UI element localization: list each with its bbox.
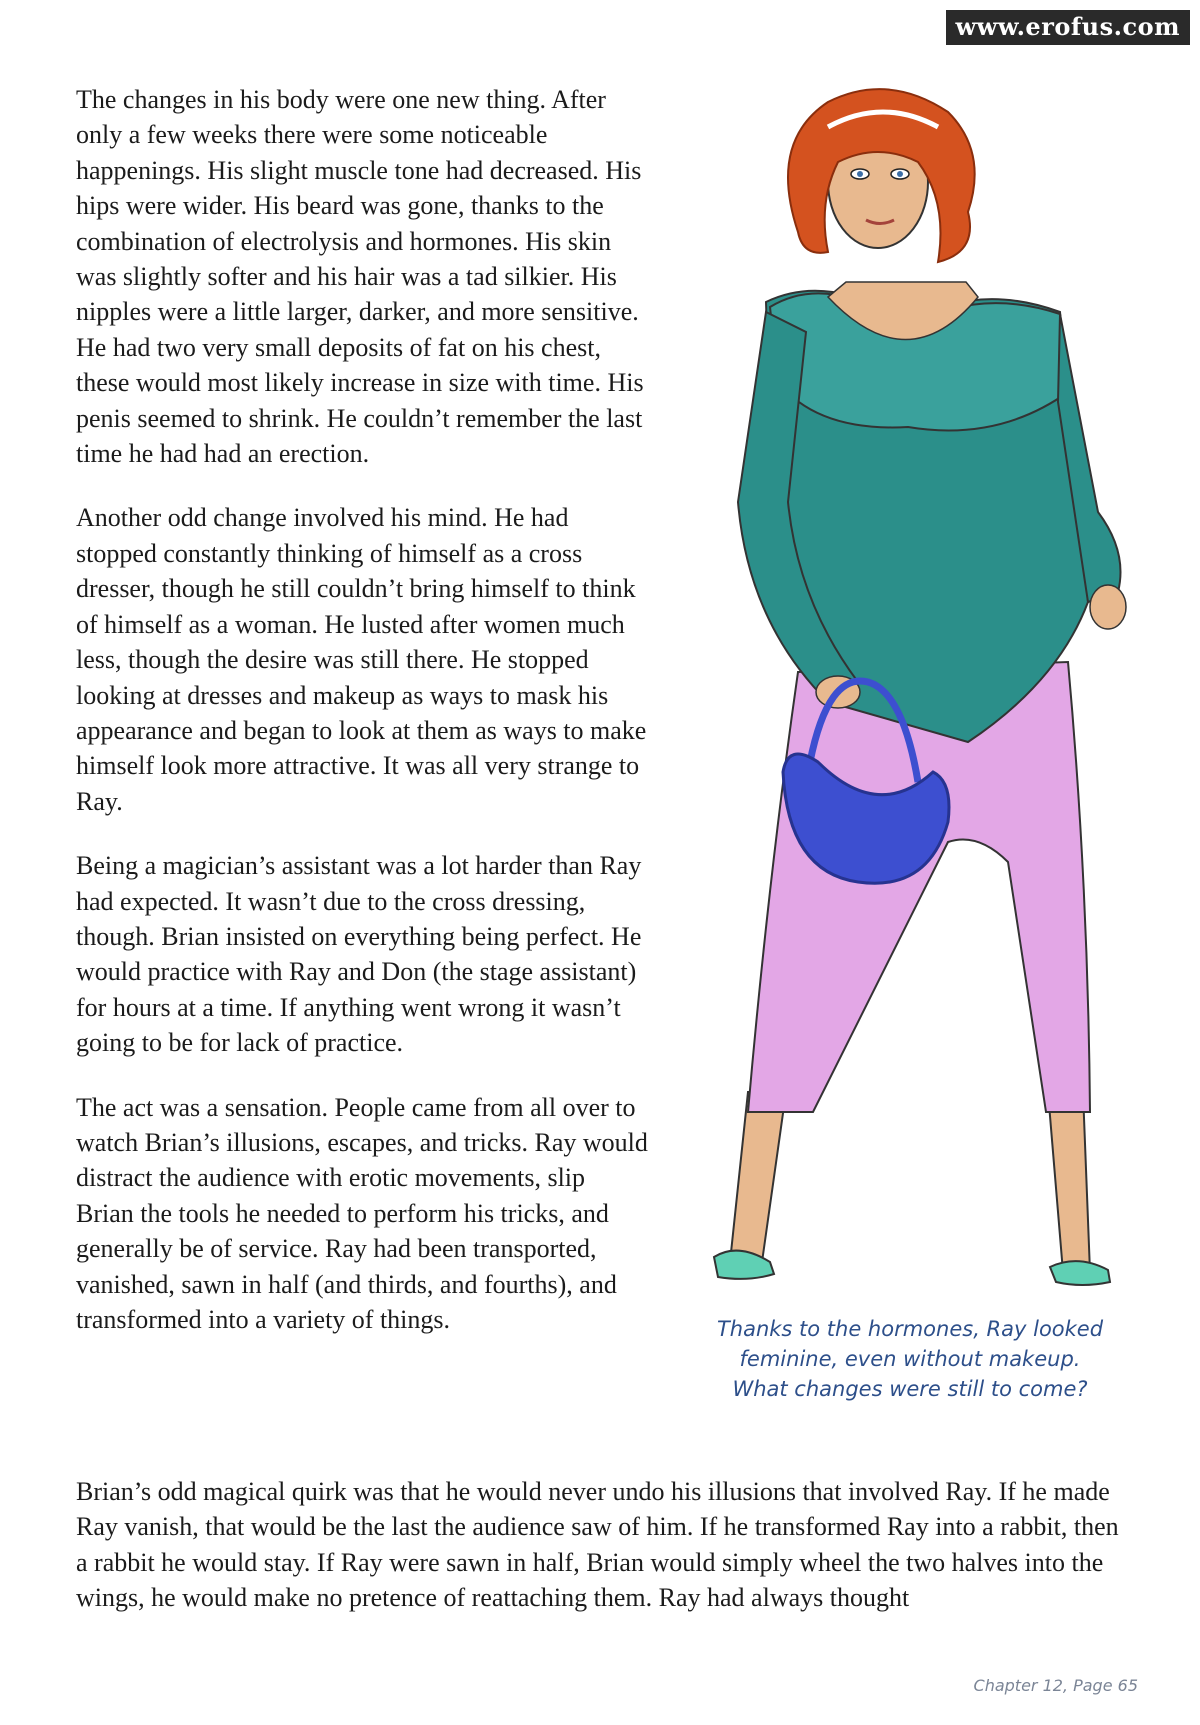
paragraph-magical-quirk: Brian’s odd magical quirk was that he would never undo his illusions that involved Ray. If he made Ray vanish, that would be the last the audience saw of him. If he transformed Ray into a rabbit, then a rabbit he would stay. If Ray were sawn in half, Brian would simply wheel the two halves into the wings, he would make no pretence of reattaching them. Ray had always thought [76,1477,1119,1613]
paragraph-act-sensation: The act was a sensation. People came from all over to watch Brian’s illusions, escapes, and tricks. Ray would distract the audience with erotic movements, slip Brian the tools he needed to perform his tricks, and generally be of service. Ray had been transported, vanished, sawn in half (and thirds, and fourths), and transformed into a variety of things. [76,1092,648,1334]
page-number: Chapter 12, Page 65 [973,1676,1138,1695]
pants [748,662,1090,1112]
right-shoe-icon [1050,1261,1110,1285]
left-shoe-icon [714,1251,774,1279]
site-watermark: www.erofus.com [946,10,1191,45]
left-leg [730,1092,786,1262]
caption-line-3: What changes were still to come? [732,1377,1088,1401]
paragraph-assistant: Being a magician’s assistant was a lot harder than Ray had expected. It wasn’t due to the cross dressing, though. Brian insisted on everything being perfect. He would practice with Ray and Don (the stage assistant) for hours at a time. If anything went wrong it wasn’t going to be for lack of practice. [76,851,642,1058]
illustration-caption [680,1314,1140,1404]
right-leg [1048,1092,1090,1272]
caption-line-1: Thanks to the hormones, Ray looked [716,1317,1104,1341]
caption-line-2: feminine, even without makeup. [739,1347,1081,1371]
right-hand [1090,585,1126,629]
paragraph-body-changes: The changes in his body were one new thing. After only a few weeks there were some noticeable happenings. His slight muscle tone had decreased. His hips were wider. His beard was gone, thanks to the combination of electrolysis and hormones. His skin was slightly softer and his hair was a tad silkier. His nipples were a little larger, darker, and more sensitive. He had two very small deposits of fat on his chest, these would most likely increase in size with time. His penis seemed to shrink. He couldn’t remember the last time he had had an erection. [76,85,644,469]
paragraph-mind-changes: Another odd change involved his mind. He had stopped constantly thinking of himself as a cross dresser, though he still couldn’t bring himself to think of himself as a woman. He lusted after women much less, though the desire was still there. He stopped looking at dresses and makeup as ways to mask his appearance and began to look at them as ways to make himself look more attractive. It was all very strange to Ray. [76,503,647,816]
character-illustration [678,82,1148,1302]
text-column [76,82,648,1366]
